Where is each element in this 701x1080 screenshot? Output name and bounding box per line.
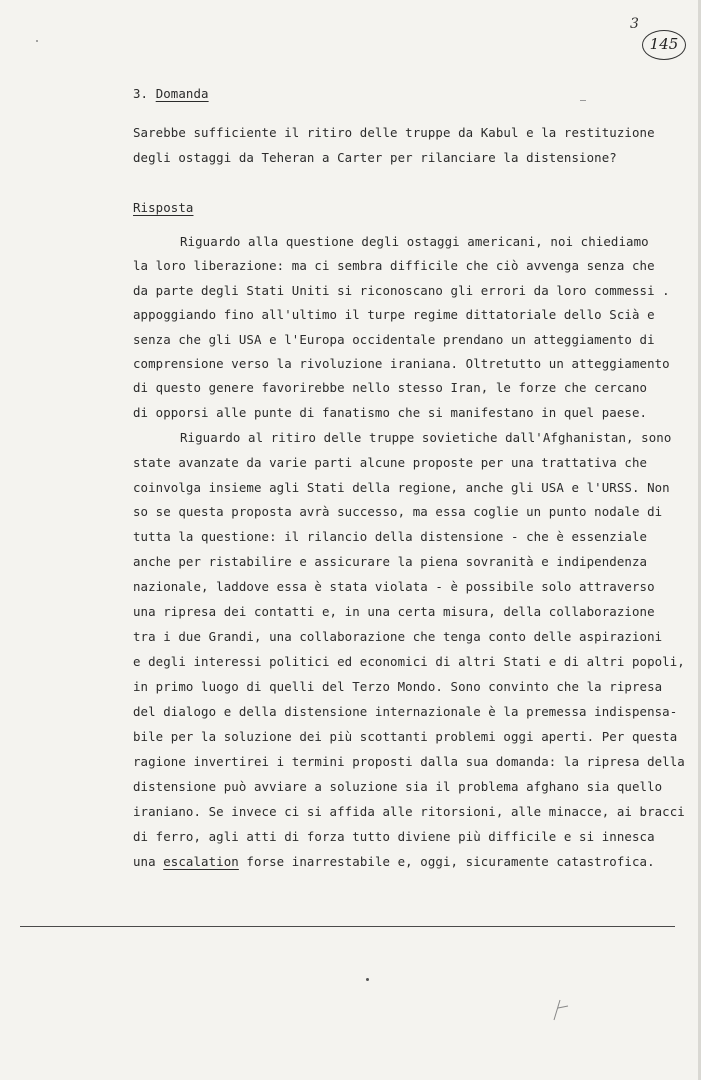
answer-line: distensione può avviare a soluzione sia il problema afghano sia quello — [133, 779, 663, 794]
pencil-mark — [548, 994, 578, 1024]
ink-speck — [36, 40, 38, 42]
answer-line: so se questa proposta avrà successo, ma essa coglie un punto nodale di — [133, 504, 663, 519]
answer-line: una ripresa dei contatti e, in una certa misura, della collaborazione — [133, 604, 655, 619]
last-line-end: forse inarrestabile e, oggi, sicuramente catastrofica. — [246, 854, 655, 869]
answer-line: nazionale, laddove essa è stata violata - è possibile solo attraverso — [133, 579, 655, 594]
answer-line: ragione invertirei i termini proposti dalla sua domanda: la ripresa della — [133, 754, 685, 769]
answer-line: di questo genere favorirebbe nello stesso Iran, le forze che cercano — [133, 380, 648, 395]
last-line-start: una — [133, 854, 156, 869]
escalation-term: escalation — [163, 854, 239, 869]
answer-line: appoggiando fino all'ultimo il turpe regime dittatoriale dello Scià e — [133, 307, 655, 322]
answer-line: la loro liberazione: ma ci sembra difficile che ciò avvenga senza che — [133, 258, 655, 273]
horizontal-rule — [20, 926, 675, 927]
answer-line: del dialogo e della distensione internazionale è la premessa indispensa- — [133, 704, 678, 719]
answer-line: senza che gli USA e l'Europa occidentale prendano un atteggiamento di — [133, 332, 655, 347]
answer-line: da parte degli Stati Uniti si riconoscano gli errori da loro commessi . — [133, 283, 670, 298]
ink-speck — [366, 978, 369, 981]
answer-line: in primo luogo di quelli del Terzo Mondo. Sono convinto che la ripresa — [133, 679, 663, 694]
folio-number: 145 — [642, 30, 686, 60]
question-line: Sarebbe sufficiente il ritiro delle truppe da Kabul e la restituzione — [133, 125, 655, 140]
question-heading-label: Domanda — [155, 86, 209, 101]
answer-line: coinvolga insieme agli Stati della regione, anche gli USA e l'URSS. Non — [133, 480, 670, 495]
answer-line: anche per ristabilire e assicurare la piena sovranità e indipendenza — [133, 554, 648, 569]
question-heading — [133, 86, 209, 102]
answer-line: state avanzate da varie parti alcune proposte per una trattativa che — [133, 455, 648, 470]
answer-line: comprensione verso la rivoluzione iraniana. Oltretutto un atteggiamento — [133, 356, 670, 371]
question-number: 3. — [133, 86, 149, 101]
answer-line: di opporsi alle punte di fanatismo che si manifestano in quel paese. — [133, 405, 648, 420]
answer-heading: Risposta — [133, 200, 194, 215]
ink-speck — [580, 100, 586, 101]
answer-line: tra i due Grandi, una collaborazione che tenga conto delle aspirazioni — [133, 629, 663, 644]
answer-line: Riguardo alla questione degli ostaggi americani, noi chiediamo — [180, 234, 649, 249]
answer-line: iraniano. Se invece ci si affida alle ritorsioni, alle minacce, ai bracci — [133, 804, 685, 819]
folio-mark: 3 — [630, 16, 639, 32]
answer-line: bile per la soluzione dei più scottanti problemi oggi aperti. Per questa — [133, 729, 678, 744]
answer-line: di ferro, agli atti di forza tutto diviene più difficile e si innesca — [133, 829, 655, 844]
answer-last-line — [133, 854, 655, 870]
answer-line: Riguardo al ritiro delle truppe sovietiche dall'Afghanistan, sono — [180, 430, 672, 445]
answer-line: tutta la questione: il rilancio della distensione - che è essenziale — [133, 529, 648, 544]
question-line: degli ostaggi da Teheran a Carter per rilanciare la distensione? — [133, 150, 617, 165]
answer-line: e degli interessi politici ed economici di altri Stati e di altri popoli, — [133, 654, 685, 669]
